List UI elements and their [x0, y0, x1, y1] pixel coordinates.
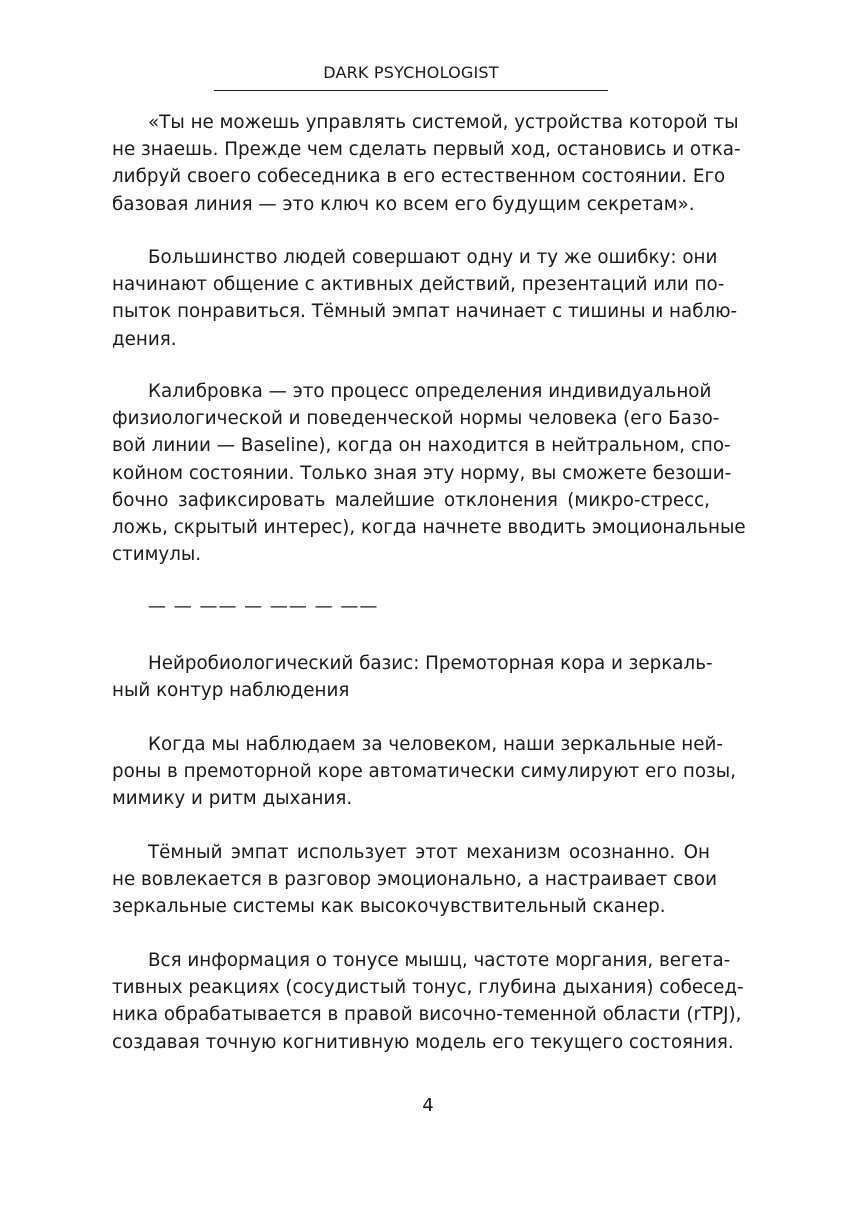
paragraph-3 — [112, 378, 746, 568]
text-line: койном состоянии. Только зная эту норму, вы сможете безоши- — [112, 462, 732, 484]
text-line: физиологической и поведенческой нормы человека (его Базо- — [112, 408, 720, 430]
text-line: не вовлекается в разговор эмоционально, а настраивает свои — [112, 869, 717, 891]
header-rule — [214, 90, 608, 91]
text-line: создавая точную когнитивную модель его текущего состояния. — [112, 1031, 734, 1053]
section-separator: — — —— — —— — —— — [148, 596, 379, 617]
text-line: либруй своего собеседника в его естественном состоянии. Его — [112, 166, 726, 188]
text-line: тивных реакциях (сосудистый тонус, глубина дыхания) собесед- — [112, 977, 744, 999]
text-line: зеркальные системы как высокочувствительный сканер. — [112, 896, 666, 918]
text-line: стимулы. — [112, 544, 202, 566]
text-line: дения. — [112, 328, 177, 350]
section-heading — [112, 650, 713, 704]
text-line: вой линии — Baseline), когда он находится в нейтральном, спо- — [112, 435, 731, 457]
text-line: пыток понравиться. Тёмный эмпат начинает с тишины и наблю- — [112, 301, 738, 323]
text-line: ника обрабатывается в правой височно-теменной области (rTPJ), — [112, 1004, 742, 1026]
text-line: Тёмный эмпат использует этот механизм осознанно. Он — [148, 842, 710, 863]
text-line: роны в премоторной коре автоматически симулируют его позы, — [112, 761, 737, 783]
paragraph-6 — [112, 839, 717, 921]
text-line: бочно зафиксировать малейшие отклонения (микро-стресс, — [112, 489, 710, 511]
text-line: базовая линия — это ключ ко всем его будущим секретам». — [112, 193, 695, 215]
text-line: Большинство людей совершают одну и ту же ошибку: они — [148, 247, 718, 268]
text-line: ложь, скрытый интерес), когда начнете вводить эмоциональные — [112, 517, 746, 539]
paragraph-7 — [112, 947, 744, 1056]
text-line: Нейробиологический базис: Премоторная кора и зеркаль- — [148, 653, 713, 674]
text-line: мимику и ритм дыхания. — [112, 788, 353, 810]
text-line: Когда мы наблюдаем за человеком, наши зеркальные ней- — [148, 734, 723, 755]
text-line: Вся информация о тонусе мышц, частоте моргания, вегета- — [148, 950, 731, 971]
text-line: Калибровка — это процесс определения индивидуальной — [148, 381, 712, 402]
paragraph-5 — [112, 731, 737, 813]
paragraph-2 — [112, 244, 738, 353]
running-header: DARK PSYCHOLOGIST — [323, 63, 499, 82]
text-line: начинают общение с активных действий, презентаций или по- — [112, 274, 725, 296]
text-line: ный контур наблюдения — [112, 680, 350, 702]
page-number: 4 — [422, 1095, 434, 1116]
text-line: «Ты не можешь управлять системой, устройства которой ты — [148, 112, 739, 133]
text-line: не знаешь. Прежде чем сделать первый ход, остановись и отка- — [112, 139, 741, 161]
paragraph-1 — [112, 109, 741, 218]
